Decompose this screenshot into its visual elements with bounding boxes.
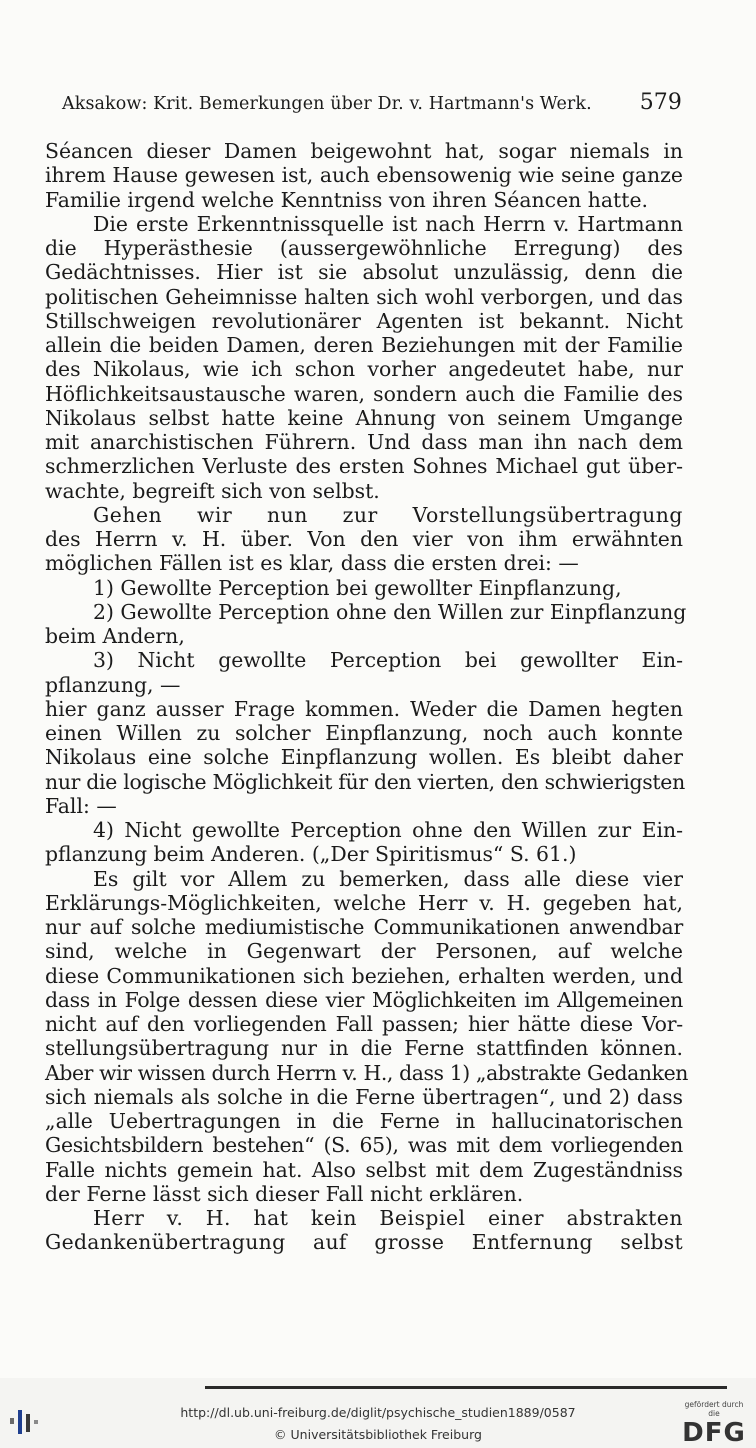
text-line: schmerzlichen Verluste des ersten Sohnes Michael gut über-: [45, 454, 683, 479]
text-line: Höflichkeitsaustausche waren, sondern auch die Familie des: [45, 381, 683, 406]
text-line: einen Willen zu solcher Einpflanzung, noch auch konnte: [45, 721, 683, 745]
text-line: Erklärungs-Möglichkeiten, welche Herr v. H. gegeben hat,: [45, 890, 683, 915]
source-url[interactable]: http://dl.ub.uni-freiburg.de/diglit/psychische_studien1889/0587: [180, 1405, 576, 1420]
text-line: beim Andern,: [45, 624, 185, 648]
text-line: allein die beiden Damen, deren Beziehungen mit der Familie: [45, 333, 683, 357]
text-line: dass in Folge dessen diese vier Möglichkeiten im Allgemeinen: [45, 987, 683, 1012]
text-line: nur die logische Möglichkeit für den vierten, den schwierigsten: [45, 769, 685, 794]
footer-rule: [205, 1386, 727, 1389]
running-header: [62, 90, 682, 117]
text-line: diese Communikationen sich beziehen, erhalten werden, und: [45, 963, 683, 988]
text-line: wachte, begreift sich von selbst.: [45, 478, 380, 503]
text-line: möglichen Fällen ist es klar, dass die ersten drei: —: [45, 551, 579, 576]
text-line: nicht auf den vorliegenden Fall passen; hier hätte diese Vor-: [45, 1012, 683, 1036]
text-line: Gesichtsbildern bestehen“ (S. 65), was mit dem vorliegenden: [45, 1133, 683, 1158]
page-number: 579: [639, 90, 682, 115]
text-line: Séancen dieser Damen beigewohnt hat, sogar niemals in: [45, 139, 683, 163]
text-line: des Nikolaus, wie ich schon vorher angedeutet habe, nur: [45, 357, 683, 382]
text-line: die Hyperästhesie (aussergewöhnliche Erregung) des: [45, 236, 683, 260]
text-line: mit anarchistischen Führern. Und dass man ihn nach dem: [45, 430, 683, 454]
text-line: Herr v. H. hat kein Beispiel einer abstrakten: [93, 1206, 683, 1230]
text-line: der Ferne lässt sich dieser Fall nicht erklären.: [45, 1181, 524, 1206]
copyright-notice: © Universitätsbibliothek Freiburg: [274, 1427, 482, 1442]
dfg-logo: [678, 1400, 750, 1448]
dfg-wordmark: DFG: [682, 1418, 746, 1448]
text-line: „alle Uebertragungen in die Ferne in hallucinatorischen: [45, 1109, 683, 1133]
text-line: 1) Gewollte Perception bei gewollter Einpflanzung,: [93, 575, 622, 600]
text-line: Es gilt vor Allem zu bemerken, dass alle diese vier: [93, 866, 683, 891]
text-line: 3) Nicht gewollte Perception bei gewollter Ein-: [93, 648, 683, 673]
text-line: Fall: —: [45, 793, 117, 818]
text-line: Gedächtnisses. Hier ist sie absolut unzulässig, denn die: [45, 260, 683, 285]
text-line: sind, welche in Gegenwart der Personen, auf welche: [45, 939, 683, 964]
dfg-caption: gefördert durch die: [684, 1400, 744, 1418]
text-line: Die erste Erkenntnissquelle ist nach Herrn v. Hartmann: [93, 211, 683, 236]
body-text: [45, 139, 688, 1255]
text-line: Aber wir wissen durch Herrn v. H., dass 1) „abstrakte Gedanken: [45, 1060, 688, 1085]
text-line: 4) Nicht gewollte Perception ohne den Willen zur Ein-: [93, 818, 683, 842]
text-line: Nikolaus selbst hatte keine Ahnung von seinem Umgange: [45, 405, 683, 430]
text-line: nur auf solche mediumistische Communikationen anwendbar: [45, 915, 683, 939]
text-line: Gehen wir nun zur Vorstellungsübertragung: [93, 502, 683, 527]
running-title: Aksakow: Krit. Bemerkungen über Dr. v. Hartmann's Werk.: [62, 94, 592, 114]
text-line: Familie irgend welche Kenntniss von ihren Séancen hatte.: [45, 187, 648, 212]
text-line: Nikolaus eine solche Einpflanzung wollen. Es bleibt daher: [45, 745, 683, 770]
text-line: ihrem Hause gewesen ist, auch ebensowenig wie seine ganze: [45, 163, 683, 188]
text-line: Gedankenübertragung auf grosse Entfernung selbst: [45, 1230, 683, 1255]
text-line: 2) Gewollte Perception ohne den Willen zur Einpflanzung: [93, 599, 687, 624]
text-line: stellungsübertragung nur in die Ferne stattfinden können.: [45, 1036, 683, 1061]
text-line: hier ganz ausser Frage kommen. Weder die Damen hegten: [45, 696, 683, 721]
text-line: pflanzung, —: [45, 672, 181, 697]
text-line: pflanzung beim Anderen. („Der Spiritismus“ S. 61.): [45, 842, 577, 867]
text-line: des Herrn v. H. über. Von den vier von ihm erwähnten: [45, 527, 683, 551]
text-line: politischen Geheimnisse halten sich wohl verborgen, und das: [45, 284, 683, 309]
text-line: sich niemals als solche in die Ferne übertragen“, und 2) dass: [45, 1084, 683, 1109]
text-line: Falle nichts gemein hat. Also selbst mit dem Zugeständniss: [45, 1157, 683, 1182]
text-line: Stillschweigen revolutionärer Agenten ist bekannt. Nicht: [45, 308, 683, 333]
